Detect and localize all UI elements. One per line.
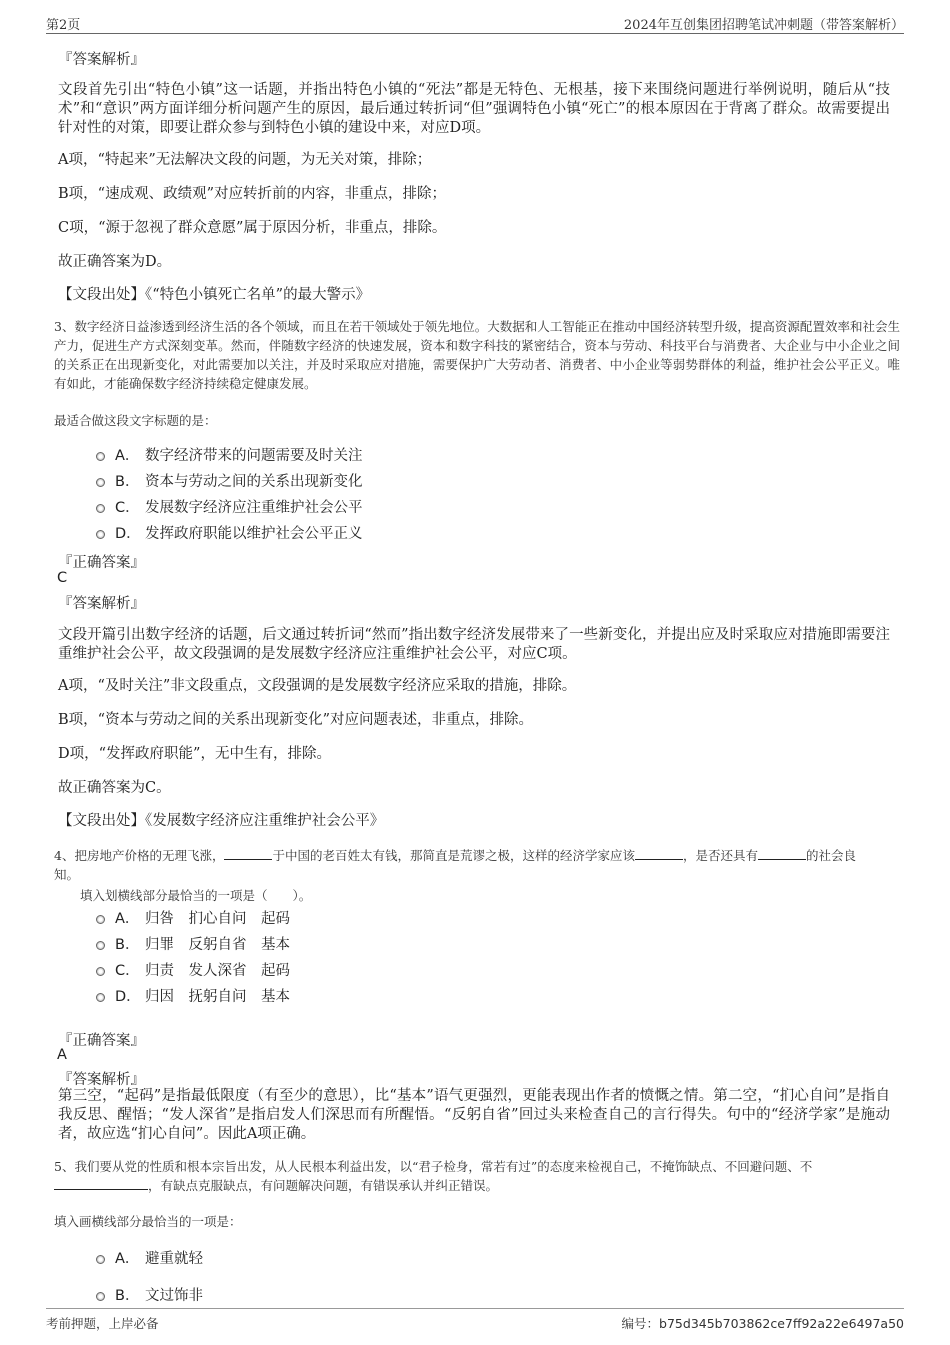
q4-answer: A — [57, 1047, 67, 1063]
q5-text: 5、我们要从党的性质和根本宗旨出发，从人民根本利益出发，以“君子检身，常若有过”的态度来检视自己，不掩饰缺点、不回避问题、不 ，有缺点克服缺点，有问题解决问题，有错误承认并纠正错误。 — [54, 1159, 813, 1193]
document-code: 编号：b75d345b703862ce7ff92a22e6497a50 — [621, 1316, 904, 1331]
q3-conclusion: 故正确答案为C。 — [58, 780, 171, 796]
q5-prompt: 填入画横线部分最恰当的一项是： — [54, 1214, 242, 1229]
blank-2 — [635, 847, 683, 860]
blank-1 — [54, 1177, 148, 1190]
q3-option-b[interactable]: B． 资本与劳动之间的关系出现新变化 — [96, 470, 363, 490]
q3-explanation: 文段开篇引出数字经济的话题，后文通过转折词“然而”指出数字经济发展带来了一些新变化，并提出应及时采取应对措施即需要注重维护社会公平，故文段强调的是发展数字经济应注重维护社会公平，对应C项。 — [58, 627, 890, 662]
q5-option-a[interactable]: A． 避重就轻 — [96, 1247, 203, 1267]
radio-icon[interactable] — [96, 993, 105, 1002]
q4-explanation-label: 『答案解析』 — [58, 1072, 145, 1088]
q3-option-d[interactable]: D． 发挥政府职能以维护社会公平正义 — [96, 522, 363, 542]
q2-explanation-label: 『答案解析』 — [58, 52, 145, 68]
q2-line-c: C项，“源于忽视了群众意愿”属于原因分析，非重点，排除。 — [58, 220, 447, 236]
q4-option-d[interactable]: D． 归因 抚躬自问 基本 — [96, 985, 290, 1005]
q4-prompt: 填入划横线部分最恰当的一项是（ ）。 — [80, 888, 312, 903]
q4-option-a[interactable]: A． 归咎 扪心自问 起码 — [96, 907, 290, 927]
q3-answer: C — [57, 570, 68, 586]
radio-icon[interactable] — [96, 967, 105, 976]
q2-conclusion: 故正确答案为D。 — [58, 254, 172, 270]
q4-text: 4、把房地产价格的无理飞涨， 于中国的老百姓太有钱，那简直是荒谬之极，这样的经济学家应该 ，是否还具有 的社会良 知。 — [54, 848, 857, 882]
radio-icon[interactable] — [96, 915, 105, 924]
q3-prompt: 最适合做这段文字标题的是： — [54, 413, 217, 428]
q3-option-a[interactable]: A． 数字经济带来的问题需要及时关注 — [96, 444, 363, 464]
q4-explanation: 第三空，“起码”是指最低限度（有至少的意思），比“基本”语气更强烈，更能表现出作者的愤慨之情。第二空，“扪心自问”是指自我反思、醒悟；“发人深省”是指启发人们深思而有所醒悟。“反躬自省”回过头来检查自己的言行得失。句中的“经济学家”是施动者，故应选“扪心自问”。因此A项正确。 — [58, 1088, 890, 1142]
q4-option-c[interactable]: C． 归责 发人深省 起码 — [96, 959, 290, 979]
header-divider — [46, 33, 904, 34]
q3-option-c[interactable]: C． 发展数字经济应注重维护社会公平 — [96, 496, 363, 516]
footer-divider — [46, 1308, 904, 1309]
q2-explanation: 文段首先引出“特色小镇”这一话题，并指出特色小镇的“死法”都是无特色、无根基，接下来围绕问题进行举例说明，随后从“技术”和“意识”两方面详细分析问题产生的原因，最后通过转折词“但”强调特色小镇“死亡”的根本原因在于背离了群众。故需要提出针对性的对策，即要让群众参与到特色小镇的建设中来，对应D项。 — [58, 82, 890, 136]
blank-1 — [224, 847, 272, 860]
blank-3 — [758, 847, 806, 860]
q3-line-d: D项，“发挥政府职能”，无中生有，排除。 — [58, 746, 331, 762]
radio-icon[interactable] — [96, 941, 105, 950]
q3-explanation-label: 『答案解析』 — [58, 596, 145, 612]
document-title: 2024年互创集团招聘笔试冲刺题（带答案解析） — [623, 18, 904, 33]
radio-icon[interactable] — [96, 1292, 105, 1301]
q5-option-b[interactable]: B． 文过饰非 — [96, 1284, 203, 1304]
radio-icon[interactable] — [96, 478, 105, 487]
q2-line-a: A项，“特起来”无法解决文段的问题，为无关对策，排除； — [58, 152, 432, 168]
q3-source: 【文段出处】《发展数字经济应注重维护社会公平》 — [58, 813, 385, 829]
q3-text: 3、数字经济日益渗透到经济生活的各个领域，而且在若干领域处于领先地位。大数据和人工智能正在推动中国经济转型升级，提高资源配置效率和社会生产力，促进生产方式深刻变革。然而，伴随数字经济的快速发展，资本和数字科技的紧密结合，资本与劳动、科技平台与消费者、大企业与中小企业之间的关系正在出现新变化，对此需要加以关注，并及时采取应对措施，需要保护广大劳动者、消费者、中小企业等弱势群体的利益，维护社会公平正义。唯有如此，才能确保数字经济持续稳定健康发展。 — [54, 319, 900, 391]
q4-answer-label: 『正确答案』 — [58, 1033, 145, 1049]
q2-source: 【文段出处】《“特色小镇死亡名单”的最大警示》 — [58, 287, 371, 303]
q2-line-b: B项，“速成观、政绩观”对应转折前的内容，非重点，排除； — [58, 186, 446, 202]
page-number: 第2页 — [46, 18, 81, 33]
q4-option-b[interactable]: B． 归罪 反躬自省 基本 — [96, 933, 290, 953]
q3-line-a: A项，“及时关注”非文段重点，文段强调的是发展数字经济应采取的措施，排除。 — [58, 678, 577, 694]
radio-icon[interactable] — [96, 1255, 105, 1264]
radio-icon[interactable] — [96, 452, 105, 461]
q3-answer-label: 『正确答案』 — [58, 555, 145, 571]
radio-icon[interactable] — [96, 530, 105, 539]
footer-slogan: 考前押题，上岸必备 — [46, 1316, 159, 1331]
radio-icon[interactable] — [96, 504, 105, 513]
q3-line-b: B项，“资本与劳动之间的关系出现新变化”对应问题表述，非重点，排除。 — [58, 712, 533, 728]
